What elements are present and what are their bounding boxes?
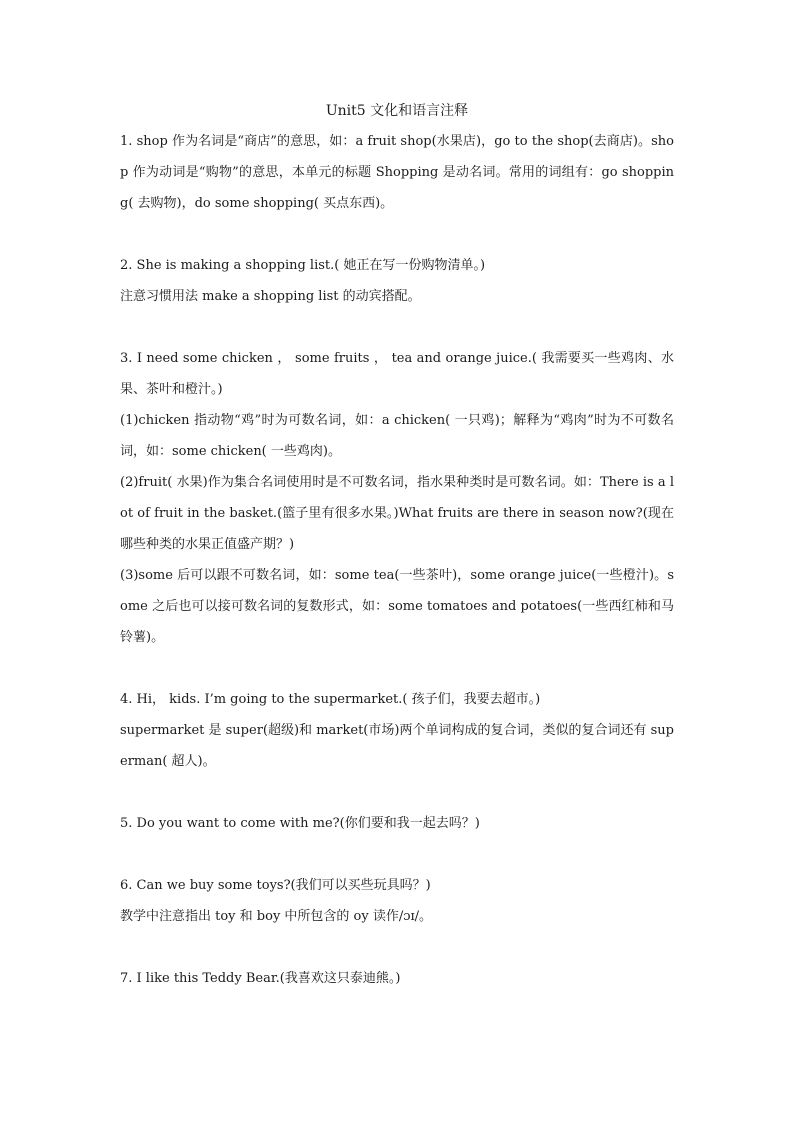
- page-title: Unit5 文化和语言注释: [325, 103, 469, 119]
- note-3-paragraph-1: 3. I need some chicken ， some fruits ， tea and orange juice.( 我需要买一些鸡肉、水果、茶叶和橙汁。): [120, 351, 674, 397]
- note-3-paragraph-4: (3)some 后可以跟不可数名词，如：some tea(一些茶叶)，some orange juice(一些橙汁)。some 之后也可以接可数名词的复数形式，如：some tomatoes and potatoes(一些西红柿和马铃薯)。: [120, 568, 674, 645]
- note-7-paragraph-1: 7. I like this Teddy Bear.(我喜欢这只泰迪熊。): [120, 971, 401, 986]
- note-6-paragraph-2: 教学中注意指出 toy 和 boy 中所包含的 oy 读作/ɔɪ/。: [120, 909, 433, 924]
- note-item-4: [120, 684, 674, 777]
- note-item-1: [120, 126, 674, 219]
- note-4-paragraph-1: 4. Hi， kids. I’m going to the supermarket.( 孩子们，我要去超市。): [120, 692, 541, 707]
- document-page: [120, 98, 674, 994]
- note-3-paragraph-2: (1)chicken 指动物“鸡”时为可数名词，如：a chicken( 一只鸡)；解释为“鸡肉”时为不可数名词，如：some chicken( 一些鸡肉)。: [120, 413, 674, 459]
- note-item-3: [120, 343, 674, 653]
- note-item-2: [120, 250, 674, 312]
- section-gap: [120, 777, 674, 808]
- section-gap: [120, 839, 674, 870]
- note-1-paragraph-1: 1. shop 作为名词是“商店”的意思，如：a fruit shop(水果店)，go to the shop(去商店)。shop 作为动词是“购物”的意思，本单元的标题 Shopping 是动名词。常用的词组有：go shopping( 去购物)，do some shopping( 买点东西)。: [120, 134, 674, 211]
- note-4-paragraph-2: supermarket 是 super(超级)和 market(市场)两个单词构成的复合词，类似的复合词还有 superman( 超人)。: [120, 723, 674, 769]
- note-3-paragraph-3: (2)fruit( 水果)作为集合名词使用时是不可数名词，指水果种类时是可数名词。如：There is a lot of fruit in the basket.(篮子里有很多水果。)What fruits are there in season now?(现在哪些种类的水果正值盛产期？): [120, 475, 674, 552]
- note-item-7: [120, 963, 674, 994]
- section-gap: [120, 312, 674, 343]
- section-gap: [120, 219, 674, 250]
- note-2-paragraph-1: 2. She is making a shopping list.( 她正在写一份购物清单。): [120, 258, 486, 273]
- note-item-6: [120, 870, 674, 932]
- section-gap: [120, 932, 674, 963]
- note-2-paragraph-2: 注意习惯用法 make a shopping list 的动宾搭配。: [120, 289, 421, 304]
- section-gap: [120, 653, 674, 684]
- note-6-paragraph-1: 6. Can we buy some toys?(我们可以买些玩具吗？): [120, 878, 431, 893]
- note-5-paragraph-1: 5. Do you want to come with me?(你们要和我一起去吗？): [120, 816, 480, 831]
- note-item-5: [120, 808, 674, 839]
